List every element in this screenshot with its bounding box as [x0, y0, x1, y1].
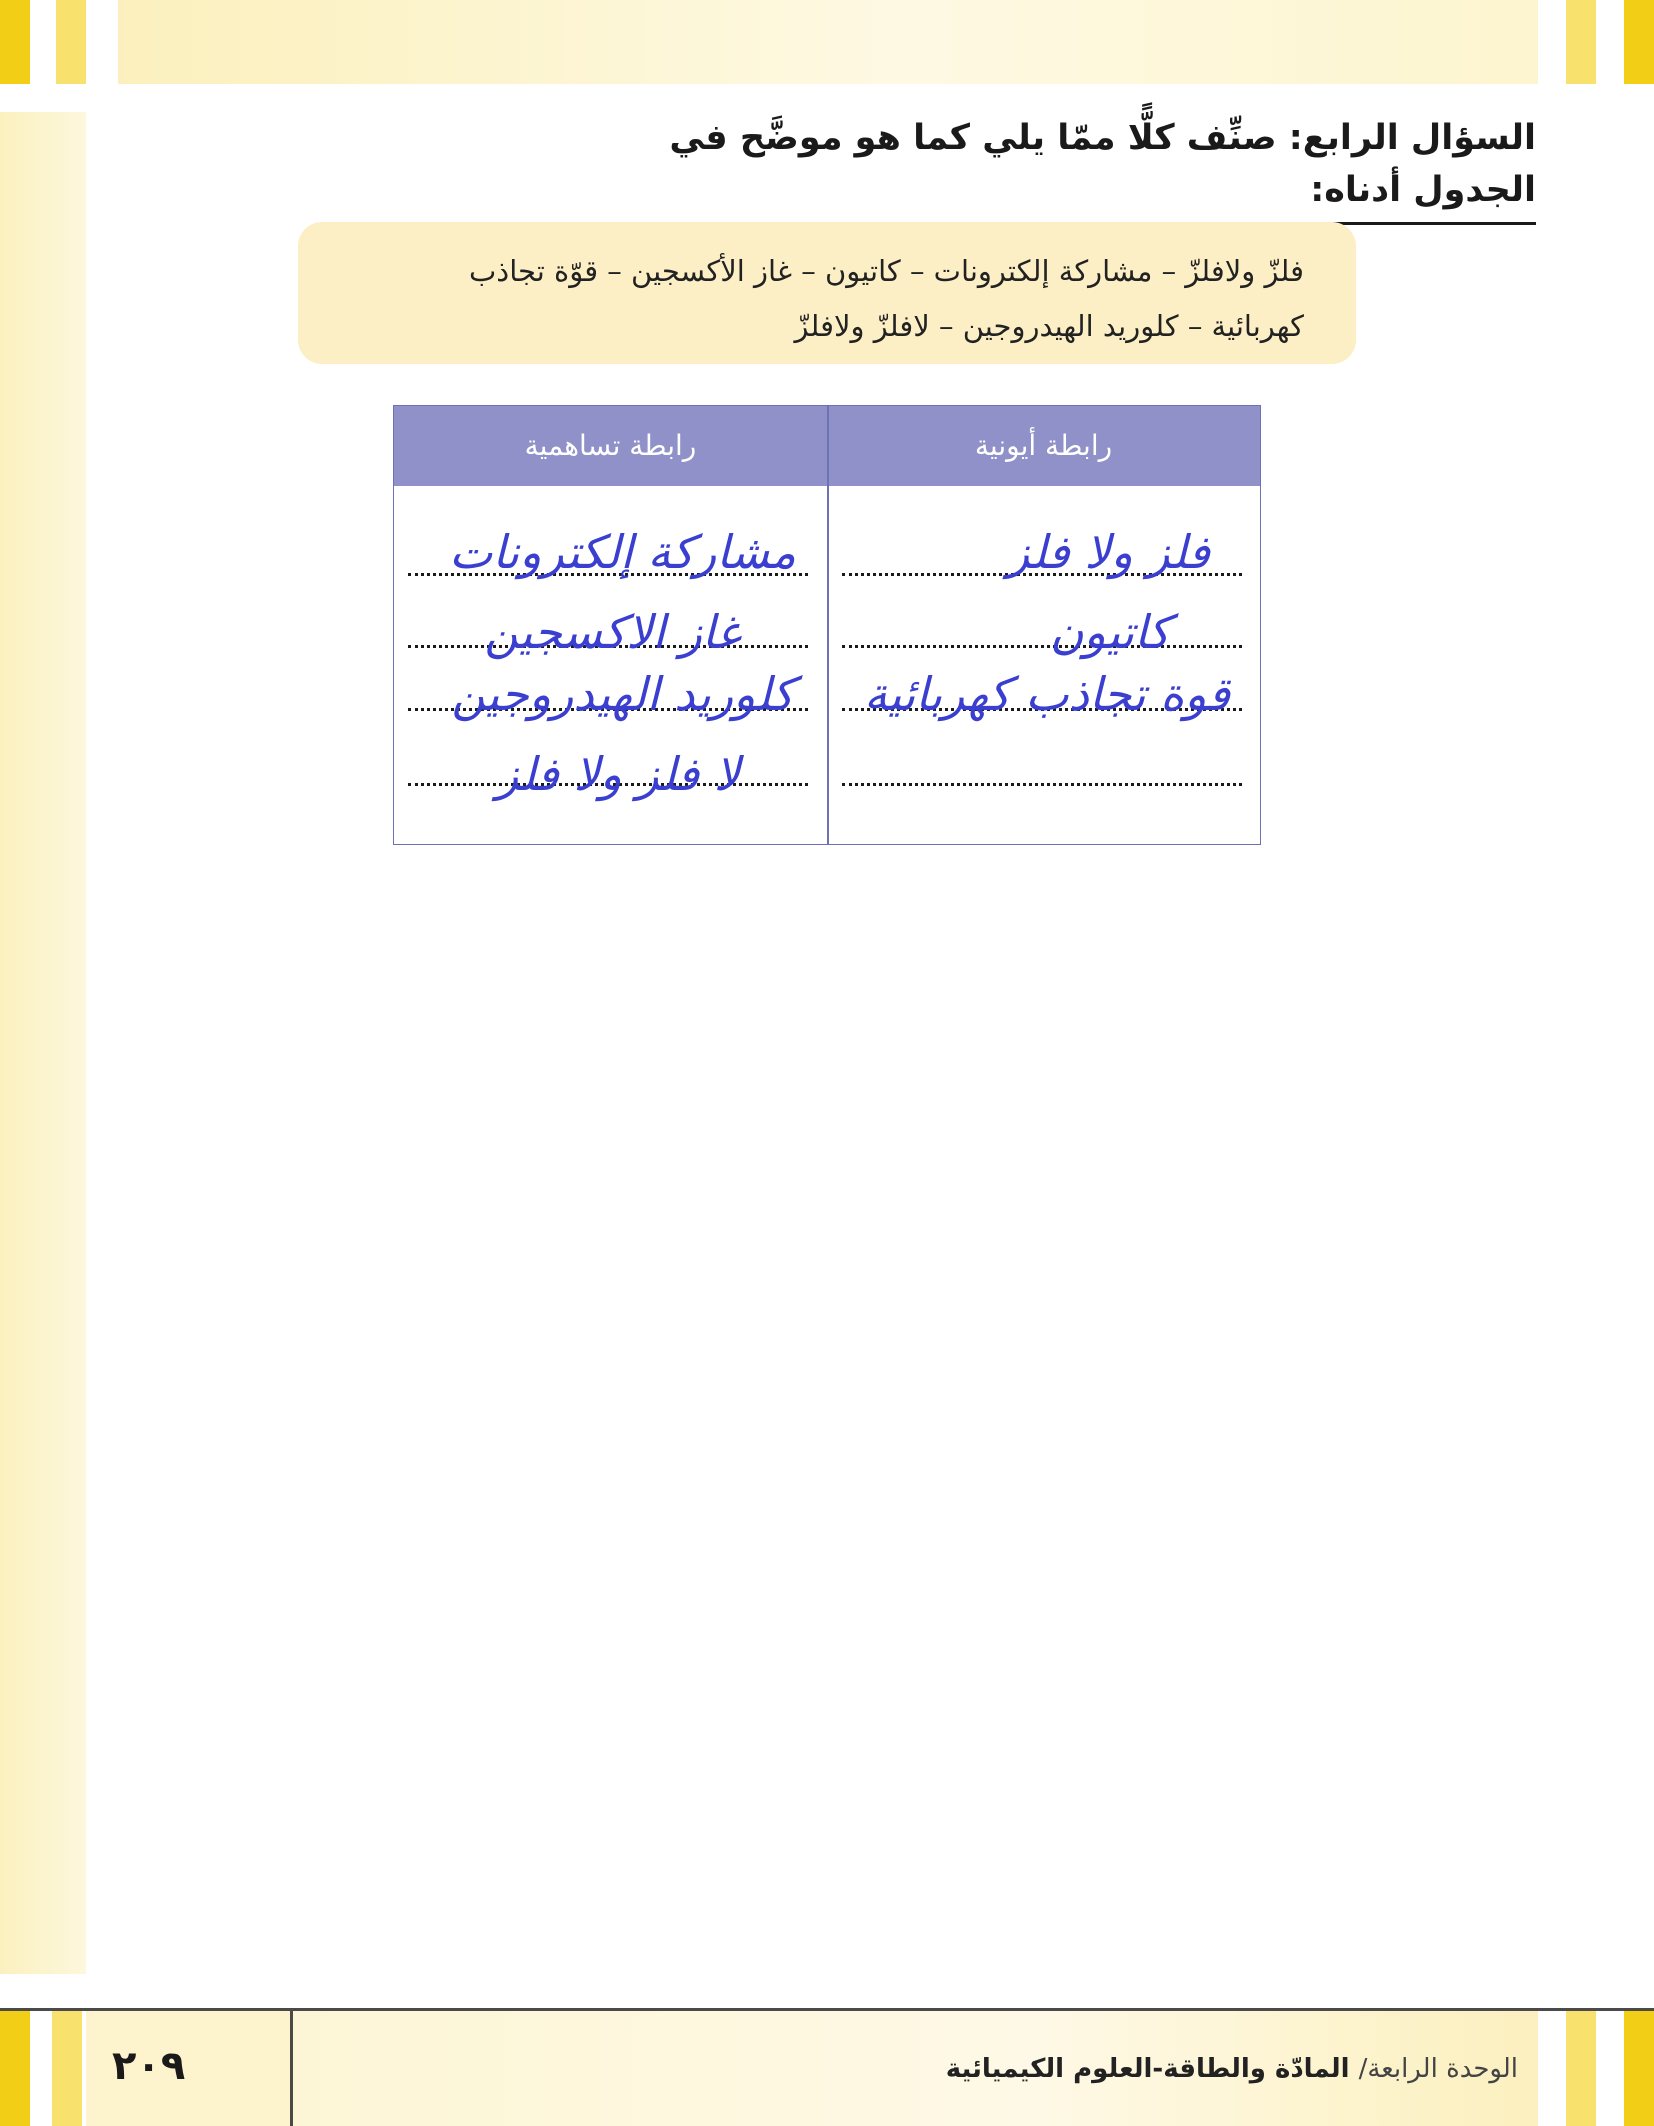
footer-rule [0, 2008, 1654, 2011]
answer-line [842, 645, 1242, 648]
covalent-answer-3: كلوريد الهيدروجين [451, 667, 794, 721]
ionic-answer-1: فلز ولا فلز [1007, 525, 1210, 579]
covalent-answer-2: غاز الاكسجين [484, 605, 740, 659]
top-left-stripe-light [56, 0, 86, 84]
classification-table [393, 405, 1261, 845]
covalent-answer-4: لا فلز ولا فلز [496, 747, 740, 801]
footer-unit: الوحدة الرابعة/ [1358, 2054, 1518, 2084]
side-bar [0, 112, 86, 1974]
top-band [118, 0, 1538, 84]
footer-subject: المادّة والطاقة-العلوم الكيميائية [945, 2054, 1359, 2084]
ionic-answer-3: قوة تجاذب كهربائية [863, 667, 1230, 721]
ionic-bond-header: رابطة أيونية [827, 406, 1260, 486]
word-bank-line-2: كهربائية – كلوريد الهيدروجين – لافلزّ ولافلزّ [794, 309, 1304, 343]
word-bank [298, 222, 1356, 364]
ionic-answer-2: كاتيون [1049, 605, 1170, 659]
top-left-stripe-dark [0, 0, 30, 84]
question-title: السؤال الرابع: صنِّف كلًّا ممّا يلي كما هو موضَّح في الجدول أدناه: [556, 112, 1536, 225]
word-bank-line-1: فلزّ ولافلزّ – مشاركة إلكترونات – كاتيون – غاز الأكسجين – قوّة تجاذب [468, 254, 1304, 288]
covalent-bond-header: رابطة تساهمية [394, 406, 827, 486]
footer-caption [718, 2044, 1518, 2094]
bottom-right-stripe-light [1566, 2011, 1596, 2126]
answer-line [842, 783, 1242, 786]
footer-divider [290, 2008, 293, 2126]
top-right-stripe-dark [1624, 0, 1654, 84]
top-right-stripe-light [1566, 0, 1596, 84]
bottom-left-stripe-dark [0, 2011, 30, 2126]
page-number: ٢٠٩ [112, 2043, 186, 2089]
bottom-left-stripe-light [52, 2011, 82, 2126]
covalent-answer-1: مشاركة إلكترونات [449, 525, 796, 579]
bottom-right-stripe-dark [1624, 2011, 1654, 2126]
column-divider [827, 406, 829, 844]
